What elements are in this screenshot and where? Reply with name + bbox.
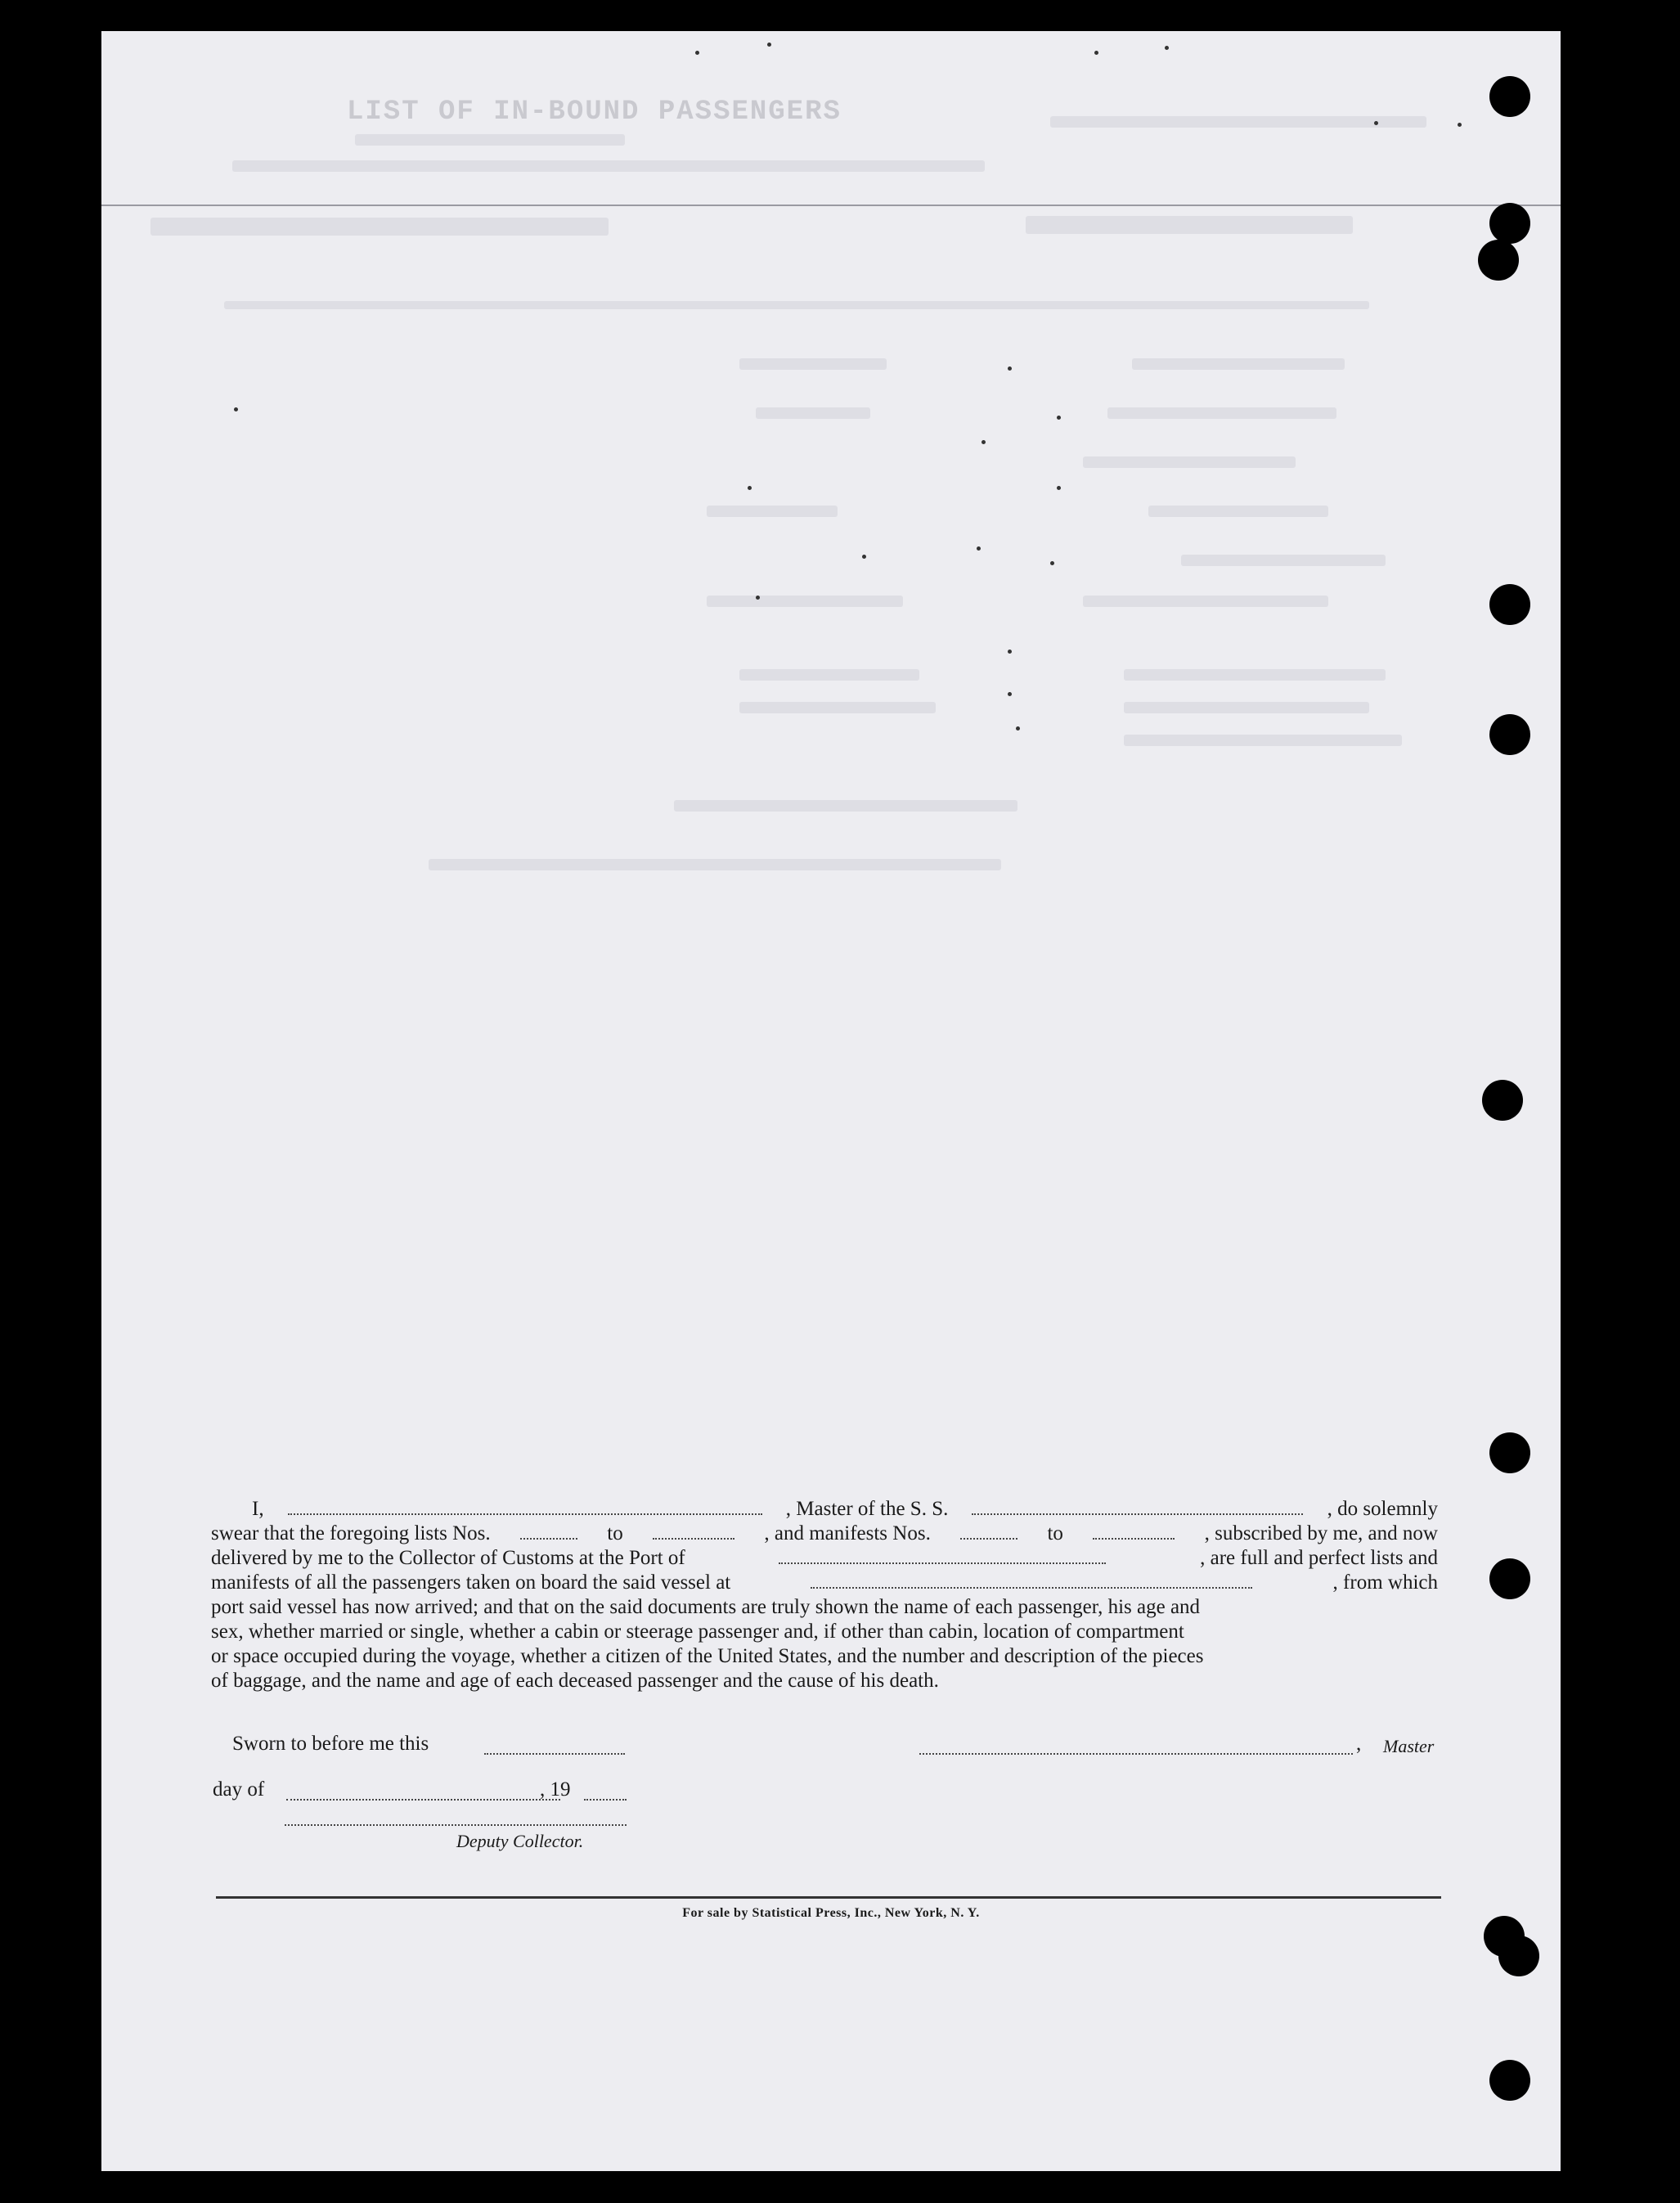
faded-entry bbox=[429, 859, 1001, 870]
sworn-date-blank bbox=[484, 1753, 625, 1755]
deputy-collector-label: Deputy Collector. bbox=[456, 1831, 584, 1851]
oath-text: to bbox=[607, 1522, 623, 1544]
speck bbox=[1165, 46, 1169, 50]
faded-entry bbox=[739, 702, 936, 713]
speck bbox=[756, 596, 760, 600]
faded-column-heads bbox=[224, 301, 1369, 309]
oath-text: , Master of the S. S. bbox=[785, 1498, 949, 1520]
top-edge-line bbox=[101, 205, 1561, 206]
oath-text: , subscribed by me, and now bbox=[1204, 1522, 1438, 1544]
oath-line-1 bbox=[211, 1497, 1438, 1522]
faded-entry bbox=[707, 596, 903, 607]
punch-hole bbox=[1498, 1935, 1539, 1976]
port-blank bbox=[779, 1546, 1106, 1564]
speck bbox=[234, 407, 238, 411]
speck bbox=[1016, 726, 1020, 731]
deputy-signature-blank bbox=[285, 1824, 627, 1826]
oath-text: , do solemnly bbox=[1327, 1498, 1438, 1520]
faded-class-row bbox=[232, 160, 985, 172]
lists-from-blank bbox=[520, 1522, 577, 1540]
oath-text: manifests of all the passengers taken on board the said vessel at bbox=[211, 1571, 731, 1594]
footer-rule bbox=[216, 1896, 1441, 1899]
embark-port-blank bbox=[811, 1571, 1252, 1589]
speck bbox=[1094, 51, 1098, 55]
speck bbox=[1008, 692, 1012, 696]
oath-line-3 bbox=[211, 1546, 1438, 1571]
faded-entry bbox=[1124, 669, 1386, 681]
speck bbox=[1008, 366, 1012, 371]
oath-text: or space occupied during the voyage, whether a citizen of the United States, and the number and description of the pieces bbox=[211, 1645, 1204, 1667]
faded-entry bbox=[1107, 407, 1336, 419]
punch-hole bbox=[1482, 1080, 1523, 1121]
speck bbox=[748, 486, 752, 490]
oath-line-8 bbox=[211, 1669, 1438, 1693]
faded-header-right bbox=[1050, 116, 1426, 128]
oath-text: swear that the foregoing lists Nos. bbox=[211, 1522, 491, 1544]
faded-entry bbox=[756, 407, 870, 419]
punch-hole bbox=[1489, 1432, 1530, 1473]
faded-entry bbox=[1083, 596, 1328, 607]
faded-entry bbox=[1132, 358, 1345, 370]
day-of-label: day of bbox=[213, 1778, 265, 1801]
oath-text: , are full and perfect lists and bbox=[1200, 1547, 1438, 1569]
faded-form-title: LIST OF IN-BOUND PASSENGERS bbox=[347, 97, 842, 128]
day-of-blank bbox=[286, 1799, 560, 1801]
year-prefix: , 19 bbox=[540, 1778, 571, 1801]
punch-hole bbox=[1489, 2060, 1530, 2101]
faded-entry bbox=[1083, 456, 1296, 468]
faded-port-row bbox=[1026, 216, 1353, 234]
master-signature-blank bbox=[919, 1753, 1353, 1755]
faded-entry bbox=[1124, 702, 1369, 713]
faded-entry bbox=[739, 358, 887, 370]
speck bbox=[1050, 561, 1054, 565]
faded-entry bbox=[674, 800, 1017, 812]
oath-text: port said vessel has now arrived; and that on the said documents are truly shown the name of each passenger, his age and bbox=[211, 1596, 1201, 1618]
sworn-label: Sworn to before me this bbox=[232, 1733, 429, 1755]
manifest-page bbox=[101, 31, 1561, 2171]
comma: , bbox=[1356, 1733, 1362, 1755]
faded-entry bbox=[1124, 735, 1402, 746]
speck bbox=[1374, 121, 1378, 125]
oath-text: , from which bbox=[1332, 1571, 1438, 1594]
punch-hole bbox=[1489, 584, 1530, 625]
punch-hole bbox=[1489, 1558, 1530, 1599]
master-oath-paragraph bbox=[211, 1497, 1438, 1693]
faded-entry bbox=[1181, 555, 1386, 566]
oath-line-4 bbox=[211, 1571, 1438, 1595]
oath-text: sex, whether married or single, whether a cabin or steerage passenger and, if other than cabin, location of compartment bbox=[211, 1621, 1184, 1643]
punch-hole bbox=[1489, 203, 1530, 244]
punch-hole bbox=[1489, 714, 1530, 755]
oath-text: delivered by me to the Collector of Customs at the Port of bbox=[211, 1547, 685, 1569]
oath-text: , and manifests Nos. bbox=[764, 1522, 931, 1544]
master-label: Master bbox=[1383, 1736, 1435, 1756]
speck bbox=[695, 51, 699, 55]
speck bbox=[977, 546, 981, 551]
faded-subtitle bbox=[355, 134, 625, 146]
ship-name-blank bbox=[972, 1497, 1303, 1515]
oath-line-5 bbox=[211, 1595, 1438, 1620]
speck bbox=[1057, 486, 1061, 490]
oath-line-7 bbox=[211, 1644, 1438, 1669]
punch-hole bbox=[1489, 76, 1530, 117]
master-name-blank bbox=[288, 1497, 762, 1515]
faded-entry bbox=[1148, 506, 1328, 517]
oath-line-2 bbox=[211, 1522, 1438, 1546]
year-blank bbox=[584, 1799, 627, 1801]
printer-imprint: For sale by Statistical Press, Inc., New York, N. Y. bbox=[682, 1906, 980, 1920]
manifests-to-blank bbox=[1093, 1522, 1175, 1540]
speck bbox=[767, 43, 771, 47]
speck bbox=[981, 440, 986, 444]
oath-text: to bbox=[1047, 1522, 1063, 1544]
oath-text: I, bbox=[252, 1498, 264, 1520]
punch-hole bbox=[1478, 240, 1519, 281]
faded-entry bbox=[707, 506, 838, 517]
speck bbox=[1458, 123, 1462, 127]
speck bbox=[862, 555, 866, 559]
manifests-from-blank bbox=[960, 1522, 1017, 1540]
oath-text: of baggage, and the name and age of each deceased passenger and the cause of his death. bbox=[211, 1670, 939, 1692]
oath-line-6 bbox=[211, 1620, 1438, 1644]
lists-to-blank bbox=[653, 1522, 734, 1540]
faded-entry bbox=[739, 669, 919, 681]
speck bbox=[1008, 650, 1012, 654]
faded-arriving-row bbox=[150, 218, 609, 236]
speck bbox=[1057, 416, 1061, 420]
